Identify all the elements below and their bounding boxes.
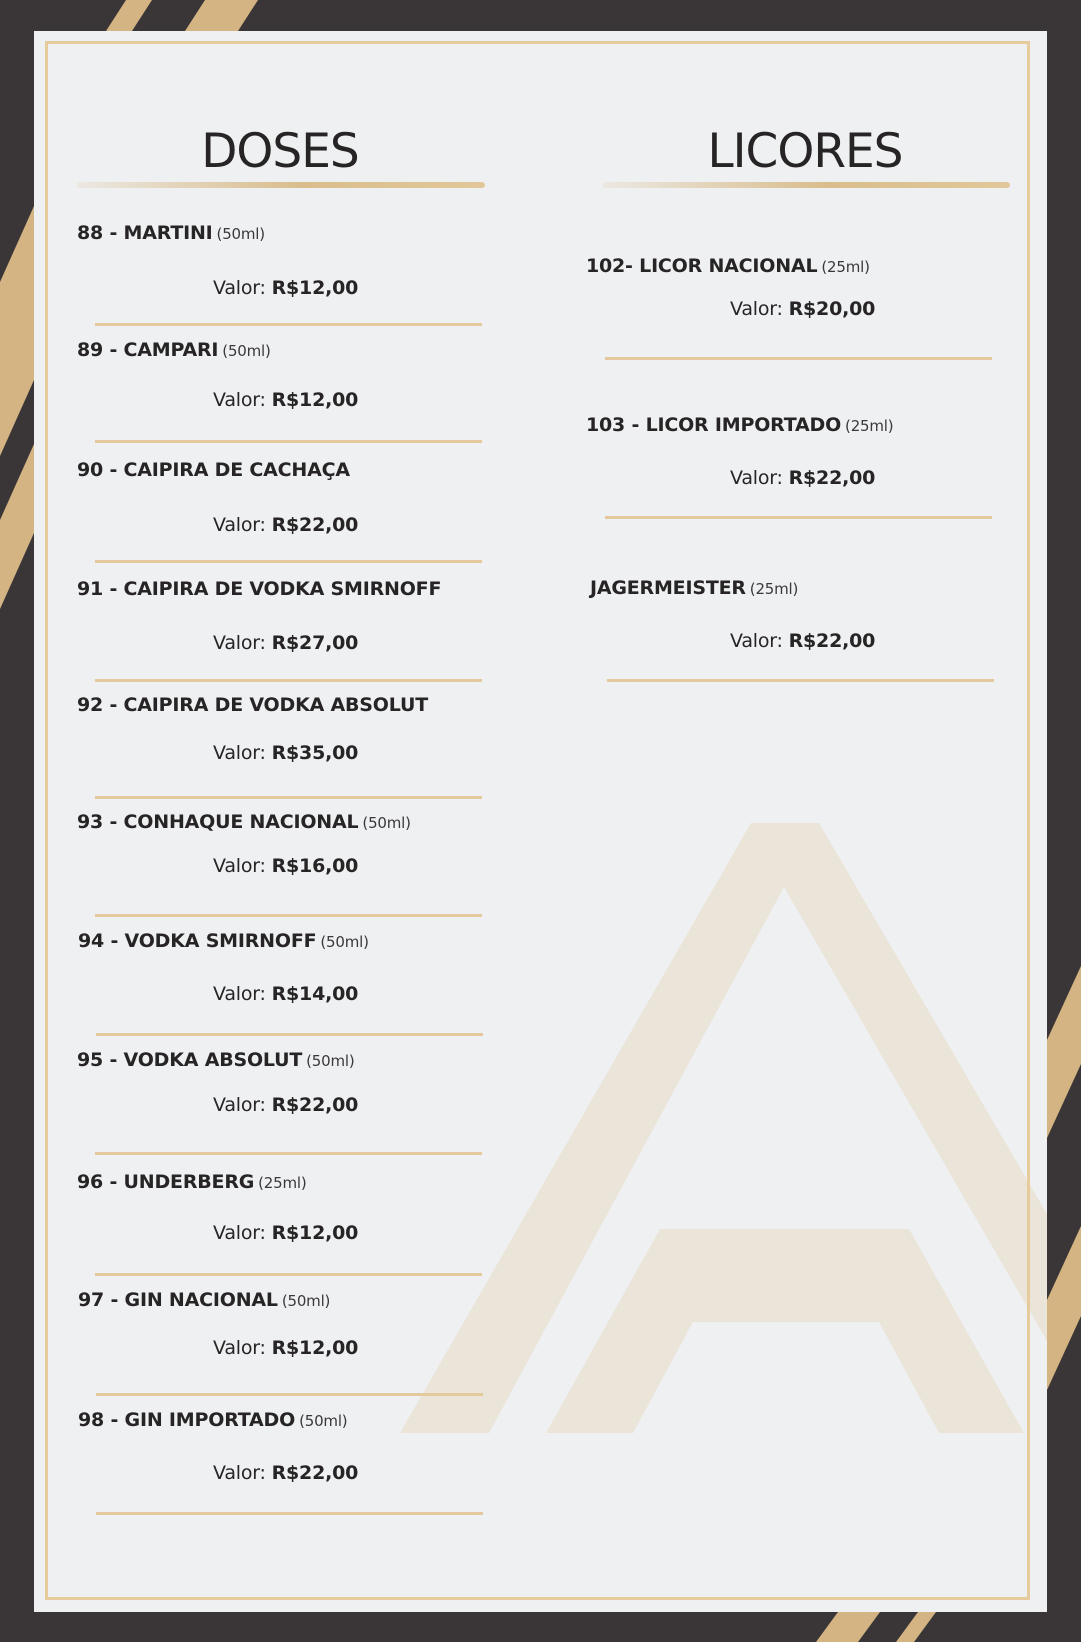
menu-item-name — [77, 224, 265, 243]
price-label: Valor: — [213, 514, 272, 536]
menu-item-price — [213, 744, 358, 763]
price-label: Valor: — [213, 1094, 272, 1116]
menu-item-name — [77, 696, 428, 715]
item-divider — [95, 1273, 482, 1276]
item-divider — [95, 560, 482, 563]
item-divider — [95, 796, 482, 799]
item-divider — [96, 1512, 483, 1515]
price-label: Valor: — [213, 855, 272, 877]
stripe-bottom-1 — [816, 1612, 880, 1642]
item-volume: (50ml) — [216, 225, 265, 243]
price-label: Valor: — [213, 983, 272, 1005]
item-name-text: 89 - CAMPARI — [77, 339, 219, 361]
item-volume: (50ml) — [281, 1292, 331, 1310]
menu-item-name — [77, 341, 271, 360]
price-label: Valor: — [213, 632, 272, 654]
menu-item-name — [77, 580, 441, 599]
menu-item-name — [78, 932, 369, 951]
item-volume: (50ml) — [362, 814, 411, 832]
price-value: R$12,00 — [271, 277, 359, 299]
item-volume: (50ml) — [320, 933, 369, 951]
item-volume: (25ml) — [821, 258, 870, 276]
menu-item-price — [213, 985, 358, 1004]
item-name-text: 95 - VODKA ABSOLUT — [77, 1049, 303, 1071]
price-value: R$14,00 — [271, 983, 359, 1005]
item-name-text: 98 - GIN IMPORTADO — [78, 1409, 296, 1431]
menu-item-price — [213, 1096, 358, 1115]
menu-item-name — [77, 1173, 307, 1192]
stripe-top-1 — [106, 0, 152, 31]
menu-item-name — [77, 1051, 355, 1070]
menu-item-price — [730, 469, 875, 488]
price-label: Valor: — [730, 630, 789, 652]
stripe-top-2 — [185, 0, 258, 31]
price-label: Valor: — [730, 298, 789, 320]
price-label: Valor: — [730, 467, 789, 489]
item-name-text: 97 - GIN NACIONAL — [78, 1289, 278, 1311]
menu-item-price — [213, 857, 358, 876]
price-label: Valor: — [213, 1462, 272, 1484]
stripe-left-1 — [0, 206, 34, 456]
item-divider — [605, 516, 992, 519]
item-name-text: 88 - MARTINI — [77, 222, 213, 244]
menu-item-name — [77, 461, 350, 480]
item-name-text: 94 - VODKA SMIRNOFF — [78, 930, 317, 952]
item-divider — [607, 679, 994, 682]
price-value: R$22,00 — [271, 1462, 359, 1484]
item-divider — [605, 357, 992, 360]
price-label: Valor: — [213, 742, 272, 764]
price-value: R$22,00 — [788, 630, 876, 652]
price-value: R$22,00 — [271, 514, 359, 536]
menu-item-price — [213, 1339, 358, 1358]
item-name-text: 91 - CAIPIRA DE VODKA SMIRNOFF — [77, 578, 442, 600]
price-label: Valor: — [213, 1222, 272, 1244]
price-value: R$22,00 — [788, 467, 876, 489]
menu-item-price — [730, 632, 875, 651]
item-divider — [95, 1152, 482, 1155]
item-divider — [95, 323, 482, 326]
item-volume: (25ml) — [258, 1174, 307, 1192]
item-name-text: 103 - LICOR IMPORTADO — [586, 414, 842, 436]
price-value: R$20,00 — [788, 298, 876, 320]
stripe-right-1 — [1047, 966, 1081, 1138]
menu-item-price — [213, 279, 358, 298]
menu-item-name — [586, 416, 893, 435]
menu-item-price — [213, 516, 358, 535]
price-value: R$22,00 — [271, 1094, 359, 1116]
item-name-text: 90 - CAIPIRA DE CACHAÇA — [77, 459, 350, 481]
doses-title-rule — [77, 182, 485, 188]
item-divider — [95, 440, 482, 443]
price-value: R$35,00 — [271, 742, 359, 764]
licores-title-rule — [603, 182, 1010, 188]
item-volume: (25ml) — [845, 417, 894, 435]
item-divider — [96, 1393, 483, 1396]
menu-item-price — [213, 1224, 358, 1243]
item-name-text: 93 - CONHAQUE NACIONAL — [77, 811, 359, 833]
stripe-left-2 — [0, 444, 34, 609]
price-label: Valor: — [213, 389, 272, 411]
price-label: Valor: — [213, 1337, 272, 1359]
price-value: R$12,00 — [271, 1337, 359, 1359]
licores-title: LICORES — [707, 124, 903, 179]
menu-item-name — [77, 813, 411, 832]
price-value: R$12,00 — [271, 389, 359, 411]
price-label: Valor: — [213, 277, 272, 299]
menu-item-price — [213, 634, 358, 653]
menu-item-price — [213, 391, 358, 410]
stripe-right-2 — [1047, 1226, 1081, 1390]
item-name-text: 92 - CAIPIRA DE VODKA ABSOLUT — [77, 694, 428, 716]
item-divider — [96, 1033, 483, 1036]
item-name-text: 102- LICOR NACIONAL — [586, 255, 818, 277]
item-name-text: 96 - UNDERBERG — [77, 1171, 255, 1193]
price-value: R$27,00 — [271, 632, 359, 654]
menu-item-name — [78, 1291, 330, 1310]
doses-title: DOSES — [201, 124, 359, 179]
menu-item-price — [730, 300, 875, 319]
item-name-text: JAGERMEISTER — [590, 577, 746, 599]
item-divider — [95, 914, 482, 917]
watermark-a-inner — [546, 1229, 1024, 1433]
item-volume: (50ml) — [299, 1412, 348, 1430]
item-volume: (25ml) — [749, 580, 799, 598]
item-divider — [95, 679, 482, 682]
item-volume: (50ml) — [222, 342, 271, 360]
stripe-bottom-2 — [896, 1612, 936, 1642]
menu-item-name — [78, 1411, 347, 1430]
menu-item-name — [590, 579, 798, 598]
price-value: R$12,00 — [271, 1222, 359, 1244]
price-value: R$16,00 — [271, 855, 359, 877]
menu-item-price — [213, 1464, 358, 1483]
menu-item-name — [586, 257, 870, 276]
item-volume: (50ml) — [306, 1052, 355, 1070]
